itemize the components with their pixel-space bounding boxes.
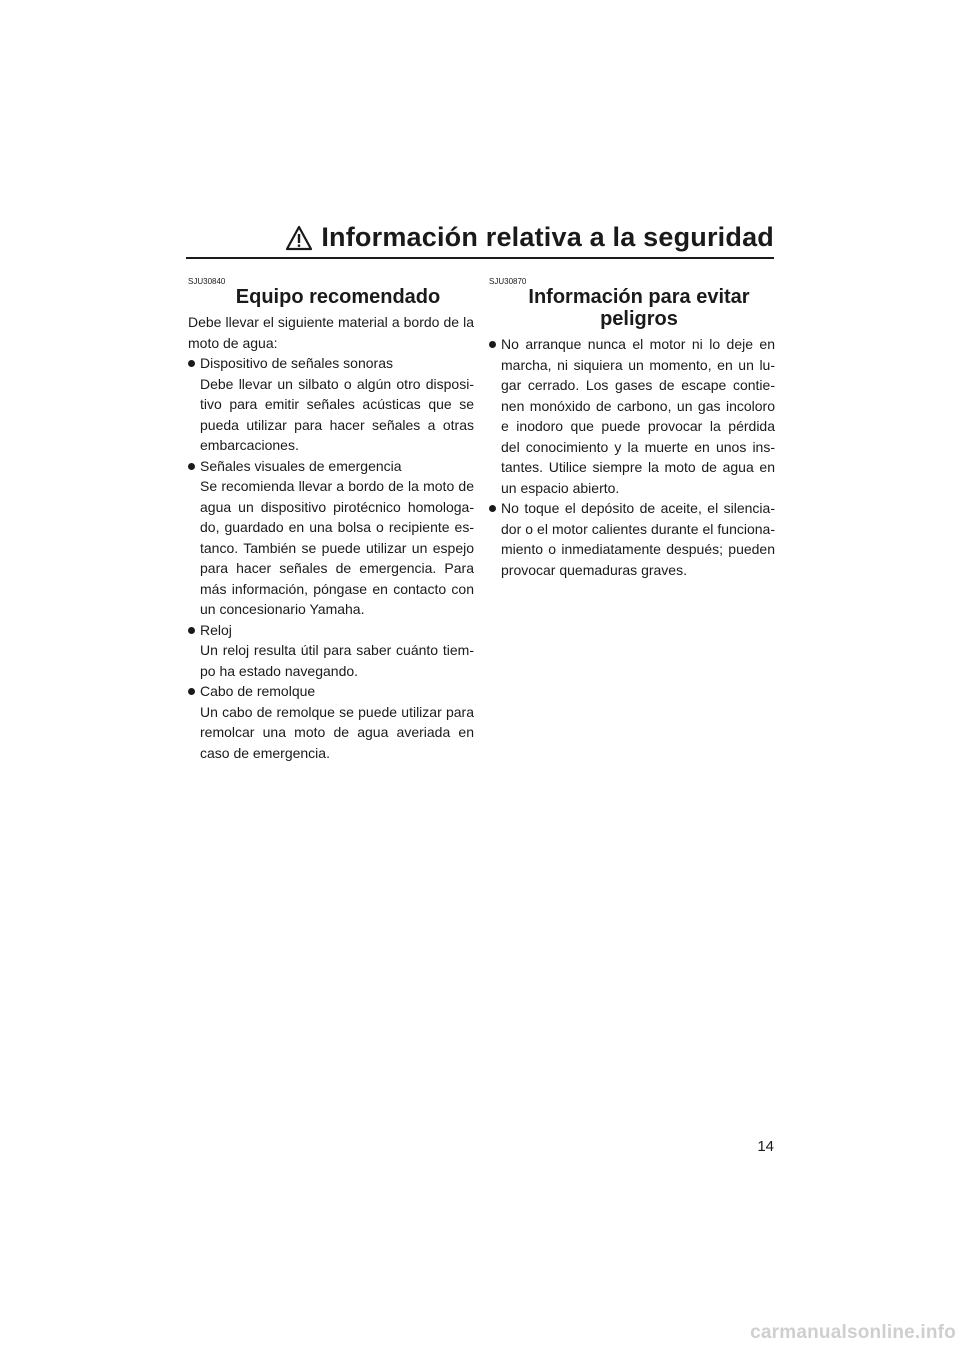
item-text: Se recomienda llevar a bordo de la moto de agua un dispositivo pirotécnico homologa-do, guardado en una bolsa o recipiente es-tanco. También se puede utilizar un espejo para hacer señales de emergencia. Para más información, póngase en contacto con un concesionario Yamaha. <box>200 478 474 617</box>
page-number: 14 <box>757 1138 774 1155</box>
bullet-icon <box>188 463 195 470</box>
bullet-icon <box>489 505 496 512</box>
watermark <box>0 1322 960 1344</box>
list-item <box>188 620 474 682</box>
item-heading: Dispositivo de señales sonoras <box>200 355 393 371</box>
list-item <box>188 456 474 620</box>
intro-paragraph: Debe llevar el siguiente material a bordo de la moto de agua: <box>188 314 474 351</box>
list-item <box>489 498 775 580</box>
page-header <box>186 222 774 259</box>
item-text: Un reloj resulta útil para saber cuánto tiem-po ha estado navegando. <box>200 642 474 679</box>
item-text: No arranque nunca el motor ni lo deje en marcha, ni siquiera un momento, en un lu-gar cerrado. Los gases de escape contie-nen monóxido de carbono, un gas incoloro e inodoro que puede provocar la pérdida del conocimiento y la muerte en unos ins-tantes. Utilice siempre la moto de agua en un espacio abierto. <box>501 336 775 496</box>
bullet-icon <box>188 688 195 695</box>
list-item <box>489 334 775 498</box>
item-text: Un cabo de remolque se puede utilizar para remolcar una moto de agua averiada en caso de emergencia. <box>200 703 474 761</box>
bullet-icon <box>188 360 195 367</box>
item-heading: Cabo de remolque <box>200 683 316 699</box>
bullet-icon <box>188 627 195 634</box>
watermark-text: carmanualsonline.info <box>750 1322 956 1343</box>
list-item <box>188 353 474 456</box>
section-code: SJU30840 <box>188 277 226 286</box>
item-text: No toque el depósito de aceite, el silencia-dor o el motor calientes durante el funciona-miento o inmediatamente después; pueden provocar quemaduras graves. <box>501 500 775 578</box>
item-heading: Reloj <box>200 621 232 638</box>
hazard-list <box>489 334 775 580</box>
section-title-equipo: Equipo recomendado <box>235 286 441 308</box>
equipment-list <box>188 353 474 763</box>
page-title: Información relativa a la seguridad <box>321 222 774 252</box>
left-column <box>188 278 474 763</box>
section-title-line-1: Información para evitar <box>528 286 750 308</box>
section-title-peligros <box>489 286 775 330</box>
right-column <box>489 278 775 580</box>
bullet-icon <box>489 341 496 348</box>
list-item <box>188 681 474 763</box>
item-text: Debe llevar un silbato o algún otro disposi-tivo para emitir señales acústicas que se pueda utilizar para hacer señales a otras embarcaciones. <box>200 375 474 453</box>
warning-triangle-icon <box>285 225 313 251</box>
section-title-line-2: peligros <box>600 308 678 330</box>
item-heading: Señales visuales de emergencia <box>200 457 402 474</box>
section-code: SJU30870 <box>489 277 527 286</box>
